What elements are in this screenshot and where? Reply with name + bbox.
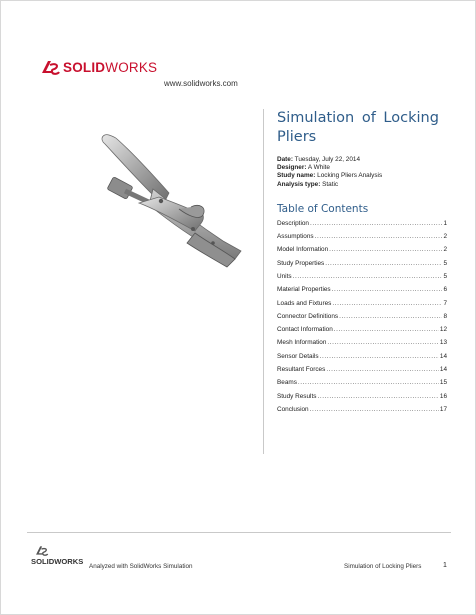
footer-brand: SOLIDWORKS	[31, 557, 84, 566]
toc-leader	[317, 390, 438, 403]
report-meta	[277, 156, 447, 189]
toc-entry[interactable]	[277, 336, 447, 349]
toc-entry-page: 2	[443, 233, 447, 241]
toc-entry[interactable]	[277, 376, 447, 389]
toc-entry-label: Study Properties	[277, 259, 325, 267]
toc-entry[interactable]	[277, 403, 447, 416]
toc-entry-label: Units	[277, 273, 292, 280]
solidworks-logo[interactable]	[39, 56, 157, 78]
toc-entry-page: 5	[443, 259, 447, 267]
toc-entry[interactable]	[277, 257, 447, 270]
toc-leader	[332, 297, 442, 310]
toc-leader	[293, 270, 443, 283]
locking-pliers-image	[95, 129, 245, 274]
meta-study-value: Locking Pliers Analysis	[317, 172, 383, 180]
footer-rule	[27, 532, 451, 533]
brand-suffix: WORKS	[105, 59, 158, 75]
site-url-link[interactable]: www.solidworks.com	[164, 79, 238, 88]
toc-leader	[320, 350, 439, 363]
toc-entry[interactable]	[277, 297, 447, 310]
toc-entry-label: Loads and Fixtures	[277, 299, 332, 307]
toc-entry-page: 1	[443, 219, 447, 227]
toc-entry[interactable]	[277, 283, 447, 296]
footer-logo	[31, 543, 83, 566]
meta-designer-label: Designer:	[277, 164, 307, 172]
toc-entry-label: Connector Definitions	[277, 312, 339, 320]
ds-solidworks-logo-icon	[39, 56, 61, 78]
toc-entry[interactable]	[277, 217, 447, 230]
toc-entry-label: Material Properties	[277, 286, 331, 294]
toc-leader	[334, 323, 439, 336]
toc-entry[interactable]	[277, 230, 447, 243]
toc-leader	[315, 230, 443, 243]
toc-entry-label: Mesh Information	[277, 339, 327, 347]
toc-leader	[339, 310, 442, 323]
footer-analyzed-text: Analyzed with SolidWorks Simulation	[89, 563, 193, 570]
toc-entry-label: Study Results	[277, 392, 317, 400]
footer-report-title: Simulation of Locking Pliers	[344, 563, 422, 570]
toc-entry-page: 12	[439, 326, 447, 334]
toc-entry-label: Resultant Forces	[277, 366, 326, 374]
toc-leader	[329, 243, 442, 256]
toc-entry-label: Conclusion	[277, 405, 309, 413]
meta-type	[277, 181, 447, 189]
meta-type-value: Static	[322, 180, 339, 188]
toc-entry-label: Description	[277, 219, 309, 227]
toc-entry-page: 7	[443, 299, 447, 307]
toc-entry-page: 8	[443, 312, 447, 320]
toc-entry-page: 14	[439, 352, 447, 360]
toc-entry[interactable]	[277, 310, 447, 323]
toc-entry-page: 16	[439, 392, 447, 400]
toc-leader	[326, 363, 439, 376]
cover-details	[277, 109, 447, 416]
toc-entry[interactable]	[277, 243, 447, 256]
column-divider	[263, 109, 264, 454]
toc-entry-page: 2	[443, 246, 447, 254]
toc-entry-label: Sensor Details	[277, 352, 319, 360]
toc-entry[interactable]	[277, 350, 447, 363]
meta-type-label: Analysis type:	[277, 180, 321, 188]
brand-prefix: SOLID	[63, 59, 106, 75]
toc-entry-page: 6	[443, 286, 447, 294]
toc-entry-page: 17	[439, 405, 447, 413]
toc-entry[interactable]	[277, 390, 447, 403]
toc-entry-page: 13	[439, 339, 447, 347]
toc-entry-page: 15	[439, 379, 447, 387]
toc-leader	[327, 336, 439, 349]
meta-date-label: Date:	[277, 156, 293, 163]
toc-heading: Table of Contents	[277, 202, 369, 215]
toc-leader	[298, 376, 439, 389]
meta-date-value: Tuesday, July 22, 2014	[294, 156, 361, 163]
toc-entry[interactable]	[277, 323, 447, 336]
toc-entry[interactable]	[277, 270, 447, 283]
toc-entry-page: 14	[439, 366, 447, 374]
toc-leader	[310, 403, 439, 416]
brand-wordmark	[63, 60, 157, 75]
table-of-contents	[277, 217, 447, 416]
meta-study-label: Study name:	[277, 172, 316, 180]
toc-leader	[332, 283, 443, 296]
toc-entry-page: 5	[443, 273, 447, 280]
meta-designer-value: A White	[307, 164, 330, 172]
report-title: Simulation of Locking Pliers	[277, 110, 439, 145]
meta-designer	[277, 164, 447, 172]
toc-entry-label: Beams	[277, 379, 297, 387]
toc-leader	[310, 217, 442, 230]
toc-entry-label: Assumptions	[277, 233, 314, 241]
toc-entry-label: Model Information	[277, 246, 329, 254]
footer-page-number: 1	[443, 562, 447, 569]
ds-solidworks-logo-icon	[34, 543, 49, 558]
meta-date	[277, 156, 447, 164]
toc-entry[interactable]	[277, 363, 447, 376]
toc-entry-label: Contact Information	[277, 326, 333, 334]
toc-leader	[325, 257, 442, 270]
meta-study	[277, 172, 447, 180]
